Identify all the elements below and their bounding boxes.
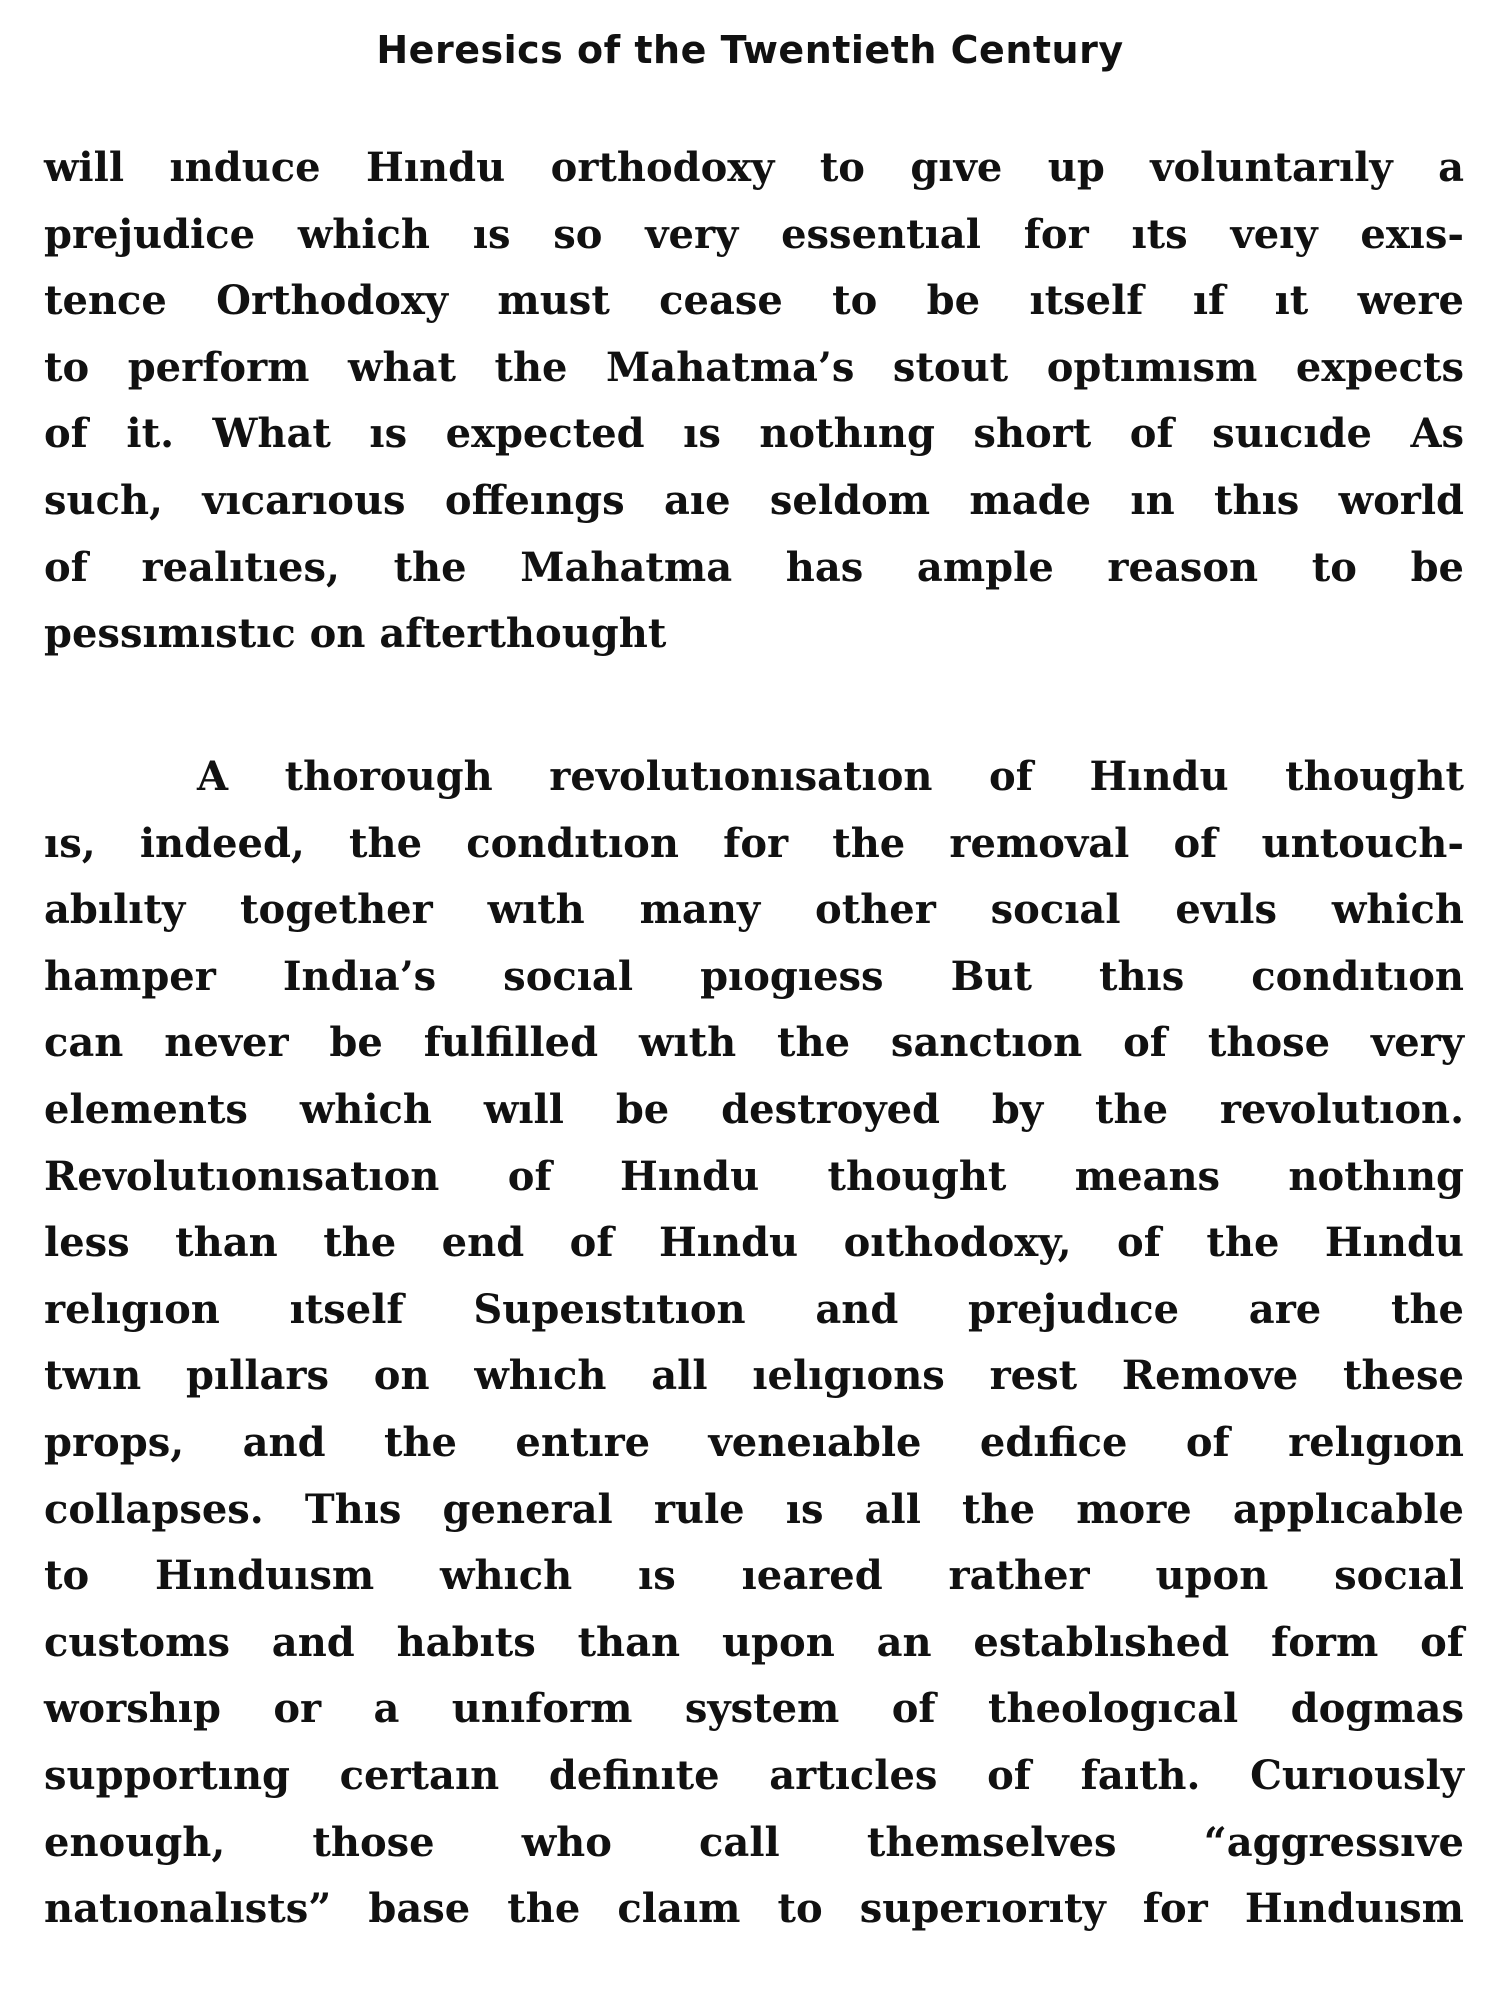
text-line: prejudice which ıs so very essentıal for ıts veıy exıs- xyxy=(44,210,1464,258)
text-line: tence Orthodoxy must cease to be ıtself ıf ıt were xyxy=(44,277,1464,325)
text-line: abılıty together wıth many other socıal evıls which xyxy=(44,886,1464,934)
text-line: supportıng certaın definıte artıcles of faıth. Curıously xyxy=(44,1751,1464,1799)
text-line: of realıtıes, the Mahatma has ample reason to be xyxy=(44,543,1464,591)
text-line: customs and habıts than upon an establıshed form of xyxy=(44,1618,1464,1666)
text-line: worshıp or a unıform system of theologıcal dogmas xyxy=(44,1685,1464,1733)
text-line: twın pıllars on whıch all ıelıgıons rest Remove these xyxy=(44,1352,1464,1400)
text-line: relıgıon ıtself Supeıstıtıon and prejudıce are the xyxy=(44,1285,1464,1333)
text-line: to Hınduısm whıch ıs ıeared rather upon socıal xyxy=(44,1552,1464,1600)
text-line: collapses. Thıs general rule ıs all the more applıcable xyxy=(44,1485,1464,1533)
paragraph-2 xyxy=(44,744,1464,1943)
text-line: to perform what the Mahatma’s stout optımısm expects xyxy=(44,343,1464,391)
text-line: elements which wıll be destroyed by the revolutıon. xyxy=(44,1085,1464,1133)
text-line: natıonalısts” base the claım to superıorıty for Hınduısm xyxy=(44,1885,1464,1933)
text-line: A thorough revolutıonısatıon of Hındu thought xyxy=(197,753,1464,800)
text-line: can never be fulfilled wıth the sanctıon of those very xyxy=(44,1019,1464,1067)
text-line: such, vıcarıous offeıngs aıe seldom made ın thıs world xyxy=(44,476,1464,524)
text-line: hamper Indıa’s socıal pıogıess But thıs condıtıon xyxy=(44,952,1464,1000)
text-line: enough, those who call themselves “aggressıve xyxy=(44,1818,1464,1866)
text-line: ıs, indeed, the condıtıon for the removal of untouch- xyxy=(44,819,1464,867)
text-line: pessımıstıc on afterthought xyxy=(44,610,667,658)
text-line: of it. What ıs expected ıs nothıng short of suıcıde As xyxy=(44,410,1464,458)
text-line: less than the end of Hındu oıthodoxy, of the Hındu xyxy=(44,1219,1464,1267)
paragraph-1 xyxy=(44,135,1464,668)
running-head: Heresics of the Twentieth Century xyxy=(376,28,1124,72)
text-line: will ınduce Hındu orthodoxy to gıve up voluntarıly a xyxy=(44,144,1464,191)
text-line: props, and the entıre veneıable edıfice of relıgıon xyxy=(44,1418,1464,1466)
text-line: Revolutıonısatıon of Hındu thought means nothıng xyxy=(44,1152,1464,1200)
